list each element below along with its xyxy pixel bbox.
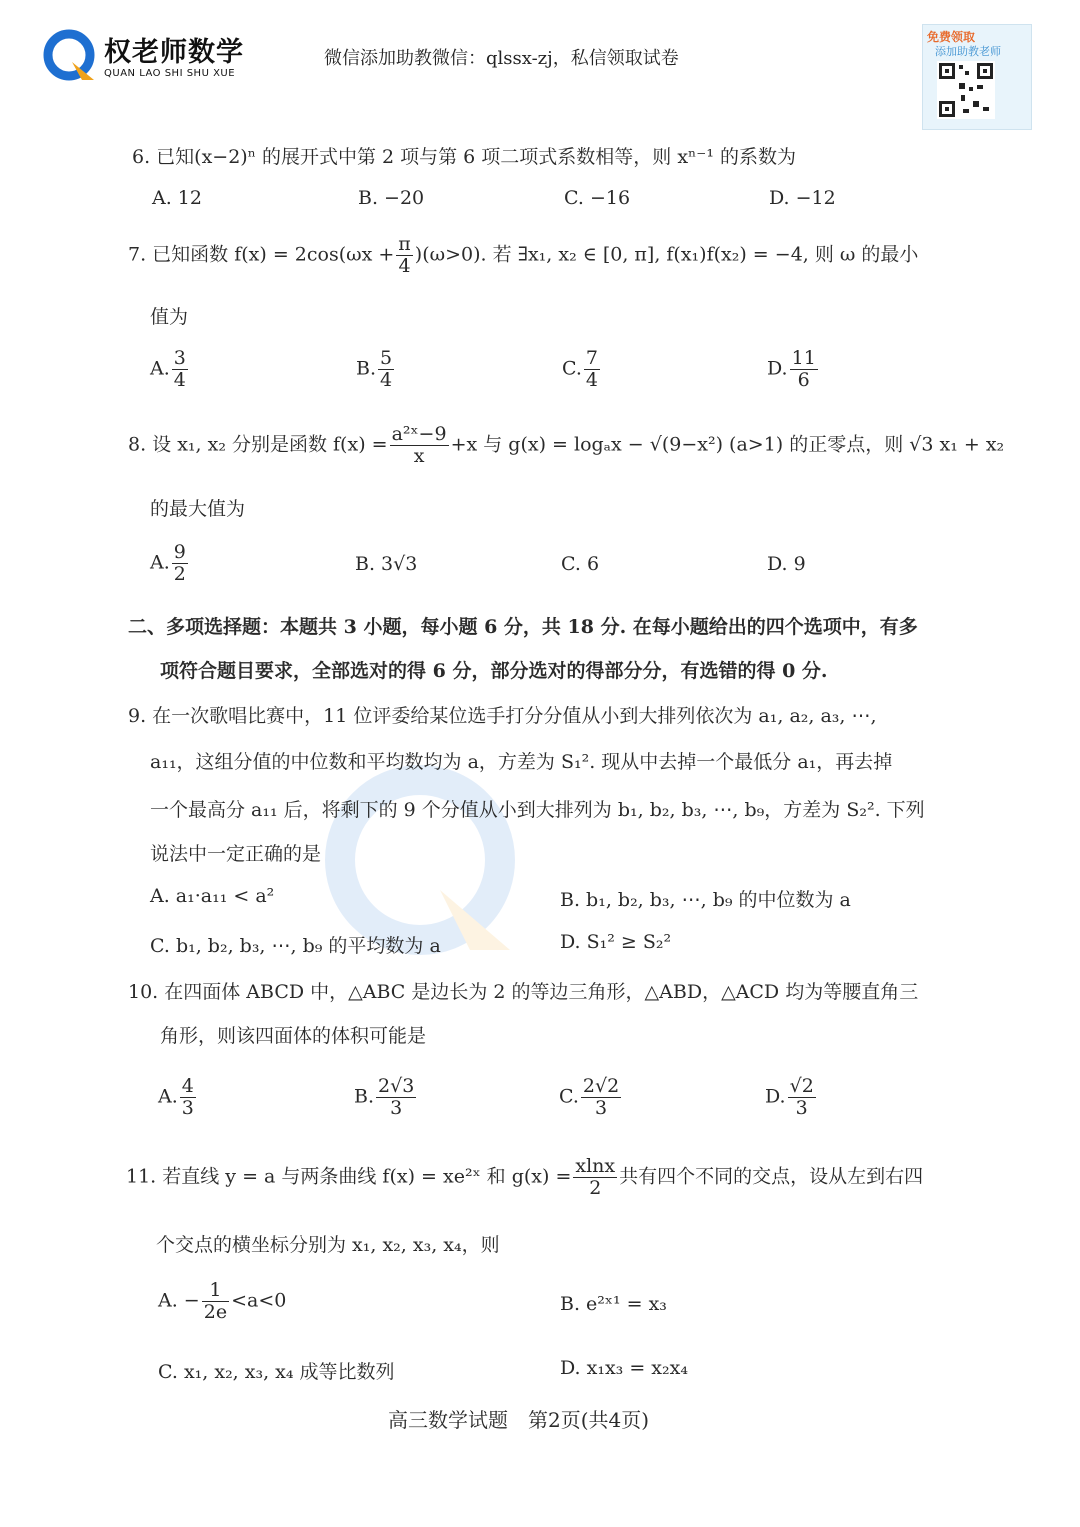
question-7-fraction bbox=[396, 234, 413, 277]
question-7-stem bbox=[128, 234, 918, 277]
fraction-numerator: √2 bbox=[789, 1075, 814, 1097]
option-fraction bbox=[376, 1076, 416, 1119]
wechat-note: 微信添加助教微信：qlssx-zj，私信领取试卷 bbox=[324, 48, 679, 69]
question-9-line3: 一个最高分 a₁₁ 后，将剩下的 9 个分值从小到大排列为 b₁, b₂, b₃, ⋯, b₉，方差为 S₂². 下列 bbox=[150, 799, 925, 821]
question-8-stem bbox=[128, 424, 1004, 467]
brand-pinyin: QUAN LAO SHI SHU XUE bbox=[104, 68, 236, 79]
question-11-option-b: B. e²ˣ¹ = x₃ bbox=[560, 1293, 667, 1315]
fraction-denominator: 3 bbox=[795, 1096, 808, 1119]
fraction-numerator: 9 bbox=[173, 541, 186, 563]
option-fraction bbox=[581, 1076, 621, 1119]
question-8-option-b: B. 3√3 bbox=[355, 553, 418, 575]
option-label: A. bbox=[150, 357, 170, 380]
question-9-option-c: C. b₁, b₂, b₃, ⋯, b₉ 的平均数为 a bbox=[150, 935, 441, 957]
question-11-fraction bbox=[573, 1156, 617, 1199]
question-8-stem-part1: 8. 设 x₁, x₂ 分别是函数 f(x) = bbox=[128, 433, 388, 456]
promo-subtitle: 添加助教老师 bbox=[935, 45, 1001, 58]
question-6-option-a: A. 12 bbox=[152, 187, 202, 209]
question-6-stem: 6. 已知(x−2)ⁿ 的展开式中第 2 项与第 6 项二项式系数相等，则 xⁿ⁻¹ 的系数为 bbox=[132, 146, 796, 168]
question-10-option-b bbox=[354, 1076, 418, 1119]
question-9-option-a: A. a₁·a₁₁ < a² bbox=[150, 885, 275, 907]
fraction-denominator: 4 bbox=[585, 368, 598, 391]
option-label: A. − bbox=[158, 1289, 200, 1312]
option-fraction bbox=[584, 348, 600, 391]
question-7-option-a bbox=[150, 348, 190, 391]
question-6-option-b: B. −20 bbox=[358, 187, 425, 209]
fraction-denominator: 3 bbox=[595, 1096, 608, 1119]
question-7-option-d bbox=[767, 348, 820, 391]
question-7-option-c bbox=[562, 348, 602, 391]
question-11-stem-part1: 11. 若直线 y = a 与两条曲线 f(x) = xe²ˣ 和 g(x) = bbox=[126, 1165, 572, 1188]
option-fraction bbox=[172, 542, 188, 585]
question-9-option-b: B. b₁, b₂, b₃, ⋯, b₉ 的中位数为 a bbox=[560, 889, 851, 911]
option-fraction bbox=[202, 1280, 229, 1323]
fraction-numerator: 2√2 bbox=[582, 1075, 620, 1097]
option-label: A. bbox=[158, 1085, 178, 1108]
fraction-numerator: π bbox=[398, 233, 411, 255]
question-9-line1: 9. 在一次歌唱比赛中，11 位评委给某位选手打分分值从小到大排列依次为 a₁, a₂, a₃, ⋯, bbox=[128, 705, 877, 727]
page-footer: 高三数学试题 第2页(共4页) bbox=[388, 1408, 650, 1432]
question-9-option-d: D. S₁² ≥ S₂² bbox=[560, 931, 672, 953]
question-10-option-a bbox=[158, 1076, 198, 1119]
option-label: C. bbox=[559, 1085, 579, 1108]
question-7-stem-line2: 值为 bbox=[150, 306, 189, 328]
question-10-option-c bbox=[559, 1076, 623, 1119]
question-7-option-b bbox=[356, 348, 396, 391]
option-tail: <a<0 bbox=[231, 1289, 287, 1312]
fraction-denominator: 3 bbox=[390, 1096, 403, 1119]
question-7-stem-part1: 7. 已知函数 f(x) = 2cos(ωx + bbox=[128, 243, 395, 266]
option-label: B. bbox=[356, 357, 377, 380]
fraction-denominator: 2e bbox=[203, 1300, 228, 1323]
section-2-heading: 二、多项选择题：本题共 3 小题，每小题 6 分，共 18 分. 在每小题给出的四个选项中，有多 bbox=[128, 616, 918, 638]
promo-title: 免费领取 bbox=[927, 30, 976, 44]
question-11-stem bbox=[126, 1156, 923, 1199]
question-11-line2: 个交点的横坐标分别为 x₁, x₂, x₃, x₄，则 bbox=[156, 1234, 500, 1256]
question-8-stem-line2: 的最大值为 bbox=[150, 498, 246, 520]
question-6-option-d: D. −12 bbox=[769, 187, 836, 209]
option-fraction bbox=[172, 348, 188, 391]
fraction-numerator: a²ˣ−9 bbox=[391, 423, 447, 445]
fraction-denominator: 4 bbox=[398, 254, 411, 277]
qr-promo-card bbox=[922, 24, 1032, 130]
brand-logo bbox=[42, 26, 302, 90]
fraction-numerator: 7 bbox=[585, 347, 598, 369]
fraction-numerator: 5 bbox=[380, 347, 393, 369]
question-8-option-a bbox=[150, 542, 190, 585]
fraction-denominator: 4 bbox=[380, 368, 393, 391]
option-fraction bbox=[790, 348, 818, 391]
qr-code-icon bbox=[937, 61, 995, 119]
fraction-numerator: 11 bbox=[791, 347, 816, 369]
fraction-denominator: 2 bbox=[589, 1176, 602, 1199]
question-7-stem-part2: )(ω>0). 若 ∃x₁, x₂ ∈ [0, π], f(x₁)f(x₂) = −4, 则 ω 的最小 bbox=[414, 243, 919, 266]
question-9-line4: 说法中一定正确的是 bbox=[150, 843, 322, 865]
fraction-numerator: xlnx bbox=[575, 1155, 616, 1177]
question-11-option-c: C. x₁, x₂, x₃, x₄ 成等比数列 bbox=[158, 1361, 395, 1383]
question-10-option-d bbox=[765, 1076, 818, 1119]
option-fraction bbox=[180, 1076, 196, 1119]
fraction-numerator: 1 bbox=[202, 1280, 229, 1302]
question-10-line2: 角形，则该四面体的体积可能是 bbox=[160, 1025, 427, 1047]
question-11-option-a bbox=[158, 1280, 286, 1323]
section-2-heading-line2: 项符合题目要求，全部选对的得 6 分，部分选对的得部分分，有选错的得 0 分. bbox=[160, 660, 828, 682]
option-fraction bbox=[788, 1076, 816, 1119]
fraction-denominator: x bbox=[413, 444, 425, 467]
brand-name: 权老师数学 bbox=[104, 37, 244, 68]
fraction-numerator: 2√3 bbox=[378, 1075, 415, 1097]
question-10-line1: 10. 在四面体 ABCD 中，△ABC 是边长为 2 的等边三角形，△ABD，△ACD 均为等腰直角三 bbox=[128, 981, 919, 1003]
fraction-numerator: 4 bbox=[181, 1075, 194, 1097]
fraction-denominator: 6 bbox=[797, 368, 810, 391]
question-8-option-d: D. 9 bbox=[767, 553, 806, 575]
fraction-denominator: 2 bbox=[173, 562, 186, 585]
fraction-denominator: 4 bbox=[173, 368, 186, 391]
option-label: B. bbox=[354, 1085, 375, 1108]
option-label: D. bbox=[765, 1085, 786, 1108]
question-8-stem-part2: +x 与 g(x) = logₐx − √(9−x²) (a>1) 的正零点，则 √3 x₁ + x₂ bbox=[450, 433, 1005, 456]
question-11-stem-part2: 共有四个不同的交点，设从左到右四 bbox=[619, 1165, 924, 1188]
brand-logo-icon bbox=[42, 28, 98, 84]
option-fraction bbox=[378, 348, 394, 391]
option-label: A. bbox=[150, 551, 170, 574]
question-11-option-d: D. x₁x₃ = x₂x₄ bbox=[560, 1357, 688, 1379]
fraction-denominator: 3 bbox=[181, 1096, 194, 1119]
fraction-numerator: 3 bbox=[173, 347, 186, 369]
option-label: C. bbox=[562, 357, 582, 380]
question-8-fraction bbox=[390, 424, 449, 467]
question-8-option-c: C. 6 bbox=[561, 553, 600, 575]
option-label: D. bbox=[767, 357, 788, 380]
question-9-line2: a₁₁，这组分值的中位数和平均数均为 a，方差为 S₁². 现从中去掉一个最低分 a₁，再去掉 bbox=[150, 751, 893, 773]
question-6-option-c: C. −16 bbox=[564, 187, 631, 209]
